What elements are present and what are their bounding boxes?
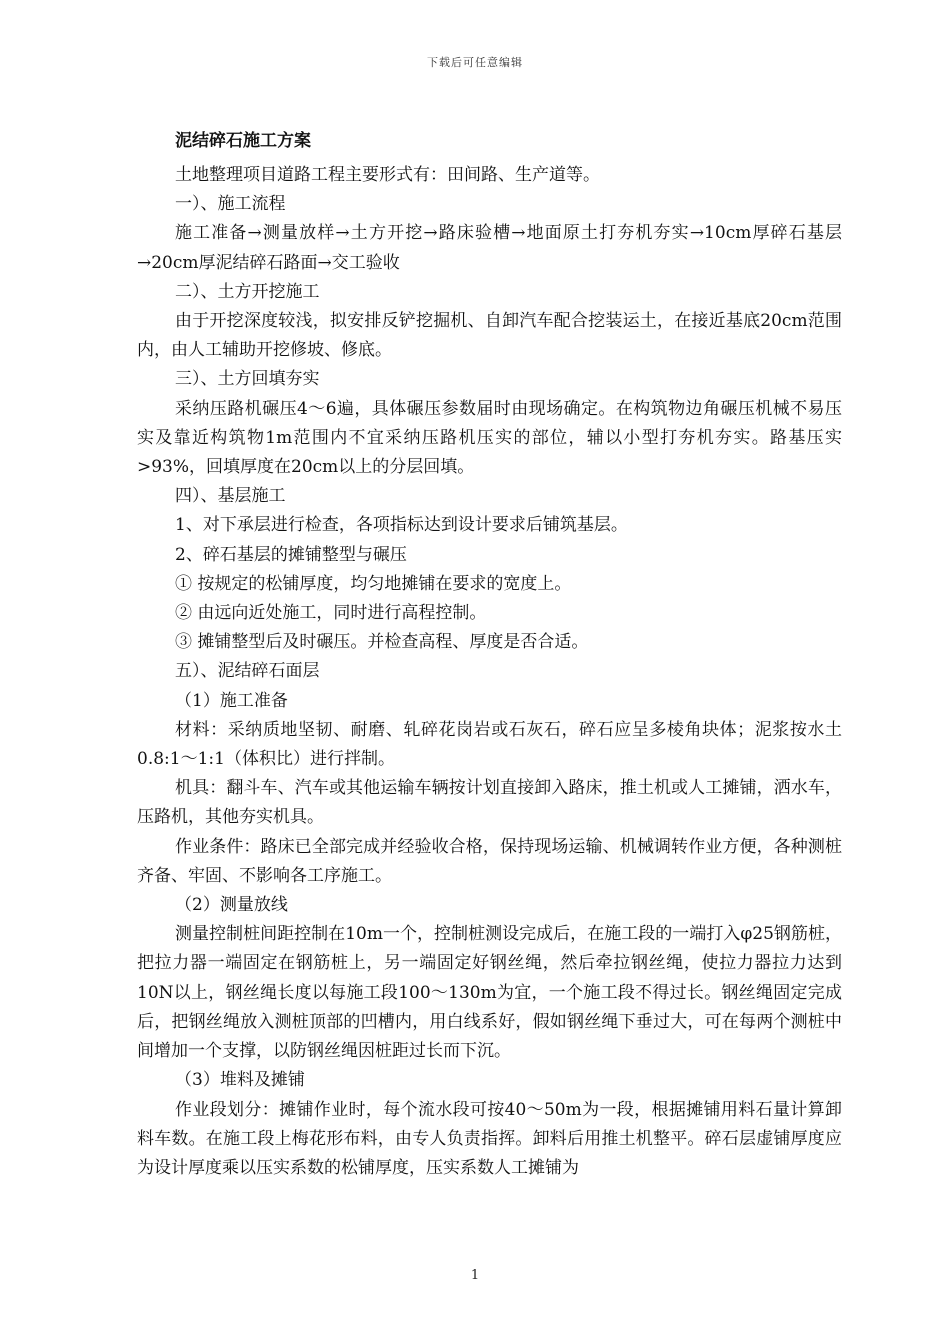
section-heading: 三）、土方回填夯实 xyxy=(175,369,320,390)
paragraph: 测量控制桩间距控制在10m一个，控制桩测设完成后，在施工段的一端打入φ25钢筋桩，把拉力器一端固定在钢筋桩上，另一端固定好钢丝绳，然后牵拉钢丝绳，使拉力器拉力达到10N以上，钢丝绳长度以每施工段100～130m为宜，一个施工段不得过长。钢丝绳固定完成后，把钢丝绳放入测桩顶部的凹槽内，用白线系好，假如钢丝绳下垂过大，可在每两个测桩中间增加一个支撑，以防钢丝绳因桩距过长而下沉。 xyxy=(137,924,842,1062)
list-item: ② 由远向近处施工，同时进行高程控制。 xyxy=(175,603,487,624)
list-item: ③ 摊铺整型后及时碾压。并检查高程、厚度是否合适。 xyxy=(175,632,589,653)
paragraph: 材料：采纳质地坚韧、耐磨、轧碎花岗岩或石灰石，碎石应呈多棱角块体；泥浆按水土0.8:1～1:1（体积比）进行拌制。 xyxy=(137,719,842,770)
paragraph: 作业段划分：摊铺作业时，每个流水段可按40～50m为一段，根据摊铺用料石量计算卸料车数。在施工段上梅花形布料，由专人负责指挥。卸料后用推土机整平。碎石层虚铺厚度应为设计厚度乘以压实系数的松铺厚度，压实系数人工摊铺为 xyxy=(137,1099,842,1178)
list-item: 2、碎石基层的摊铺整型与碾压 xyxy=(175,544,407,565)
subsection-heading: （2）测量放线 xyxy=(175,895,288,916)
document-body xyxy=(137,121,842,1183)
list-item: 1、对下承层进行检查，各项指标达到设计要求后铺筑基层。 xyxy=(175,515,628,536)
page-number: 1 xyxy=(470,1268,480,1283)
paragraph: 机具：翻斗车、汽车或其他运输车辆按计划直接卸入路床，推土机或人工摊铺，洒水车，压路机，其他夯实机具。 xyxy=(137,778,842,828)
section-heading: 二）、土方开挖施工 xyxy=(175,281,320,302)
paragraph: 采纳压路机碾压4～6遍，具体碾压参数届时由现场确定。在构筑物边角碾压机械不易压实及靠近构筑物1m范围内不宜采纳压路机压实的部位，辅以小型打夯机夯实。路基压实>93%，回填厚度在20cm以上的分层回填。 xyxy=(137,398,842,478)
paragraph: 土地整理项目道路工程主要形式有：田间路、生产道等。 xyxy=(175,165,600,185)
section-heading: 五）、泥结碎石面层 xyxy=(175,661,320,682)
section-heading: 一）、施工流程 xyxy=(175,194,286,215)
list-item: ① 按规定的松铺厚度，均匀地摊铺在要求的宽度上。 xyxy=(175,573,572,594)
document-title: 泥结碎石施工方案 xyxy=(175,131,311,151)
subsection-heading: （3）堆料及摊铺 xyxy=(175,1070,305,1091)
section-heading: 四）、基层施工 xyxy=(175,486,286,507)
paragraph: 由于开挖深度较浅，拟安排反铲挖掘机、自卸汽车配合挖装运土，在接近基底20cm范围内，由人工辅助开挖修坡、修底。 xyxy=(137,311,842,361)
paragraph: 施工准备→测量放样→土方开挖→路床验槽→地面原土打夯机夯实→10cm厚碎石基层→20cm厚泥结碎石路面→交工验收 xyxy=(137,223,842,273)
subsection-heading: （1）施工准备 xyxy=(175,690,288,711)
page-header: 下载后可任意编辑 xyxy=(427,56,523,69)
paragraph: 作业条件：路床已全部完成并经验收合格，保持现场运输、机械调转作业方便，各种测桩齐备、牢固、不影响各工序施工。 xyxy=(137,836,842,886)
